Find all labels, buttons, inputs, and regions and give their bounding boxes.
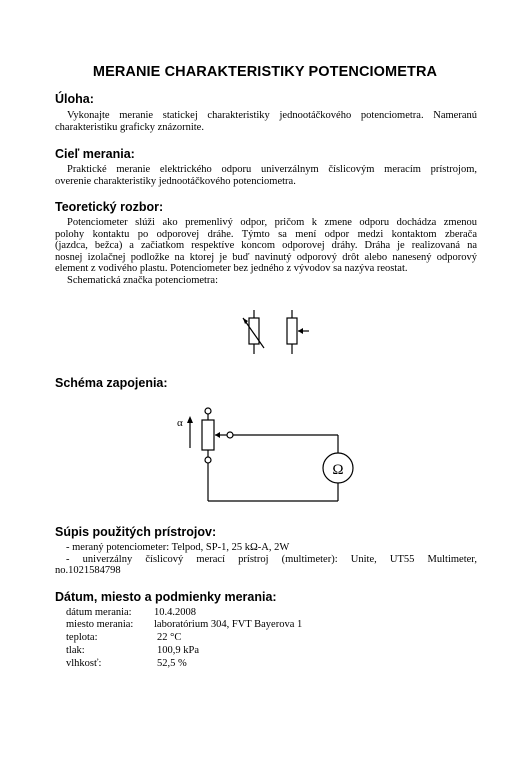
condition-label: tlak: bbox=[66, 645, 85, 656]
potentiometer-symbols bbox=[236, 308, 316, 360]
section-heading-rozbor: Teoretický rozbor: bbox=[55, 200, 164, 214]
section-heading-ciel: Cieľ merania: bbox=[55, 147, 135, 161]
paragraph-line: nosnej izolačnej podložke na ktorej je buď navinutý odporový drôt alebo nanesený odporový bbox=[55, 251, 477, 263]
paragraph-line: Vykonajte meranie statickej charakteristiky jednootáčkového potenciometra. Nameranú bbox=[67, 110, 477, 121]
ciel-paragraph bbox=[55, 164, 477, 187]
condition-label: teplota: bbox=[66, 632, 98, 643]
symbol-caption: Schematická značka potenciometra: bbox=[67, 274, 219, 286]
paragraph-line: Praktické meranie elektrického odporu univerzálnym číslicovým meracím prístrojom, bbox=[67, 164, 477, 175]
section-heading-uloha: Úloha: bbox=[55, 92, 94, 106]
pristroje-list bbox=[66, 542, 477, 565]
page-title: MERANIE CHARAKTERISTIKY POTENCIOMETRA bbox=[92, 64, 438, 80]
ohmmeter-symbol: Ω bbox=[332, 462, 344, 478]
list-item-continuation: no.1021584798 bbox=[55, 565, 121, 576]
paragraph-line: element z vodivého plastu. Potenciometer bez jedného z vývodov sa nazýva reostat. bbox=[55, 263, 408, 275]
potentiometer-symbol-wiper bbox=[287, 310, 309, 354]
condition-value: 10.4.2008 bbox=[154, 607, 196, 618]
paragraph-line: polohy kontaktu po odporovej dráhe. Týmto sa mení odpor medzi kontaktom zberača bbox=[55, 228, 477, 240]
condition-value: 52,5 % bbox=[157, 658, 187, 669]
rozbor-paragraph bbox=[55, 217, 477, 287]
condition-value: laboratórium 304, FVT Bayerova 1 bbox=[154, 619, 303, 630]
condition-label: dátum merania: bbox=[66, 607, 132, 618]
paragraph-line: overenie charakteristiky jednootáčkového potenciometra. bbox=[55, 175, 296, 187]
circuit-diagram bbox=[165, 398, 365, 508]
paragraph-line: (jazdca, bežca) a začiatkom respektíve koncom odporovej dráhy. Dráha je realizovaná na bbox=[55, 240, 477, 252]
paragraph-line: Potenciometer slúži ako premenlivý odpor, pričom k zmene odporu dochádza zmenou bbox=[67, 217, 477, 228]
uloha-paragraph bbox=[55, 110, 477, 133]
potentiometer-symbol-arrow bbox=[243, 310, 264, 354]
section-heading-datum: Dátum, miesto a podmienky merania: bbox=[55, 590, 277, 604]
section-heading-pristroje: Súpis použitých prístrojov: bbox=[55, 525, 217, 539]
list-item: - meraný potenciometer: Telpod, SP-1, 25 kΩ-A, 2W bbox=[66, 542, 290, 553]
alpha-label: α bbox=[177, 417, 183, 429]
condition-label: vlhkosť: bbox=[66, 658, 102, 669]
condition-label: miesto merania: bbox=[66, 619, 134, 630]
paragraph-line: charakteristiku graficky znázornite. bbox=[55, 121, 204, 133]
condition-value: 100,9 kPa bbox=[157, 645, 199, 656]
section-heading-schema: Schéma zapojenia: bbox=[55, 376, 168, 390]
condition-value: 22 °C bbox=[157, 632, 182, 643]
list-item: - univerzálny číslicový merací prístroj (multimeter): Unite, UT55 Multimeter, bbox=[66, 553, 477, 565]
